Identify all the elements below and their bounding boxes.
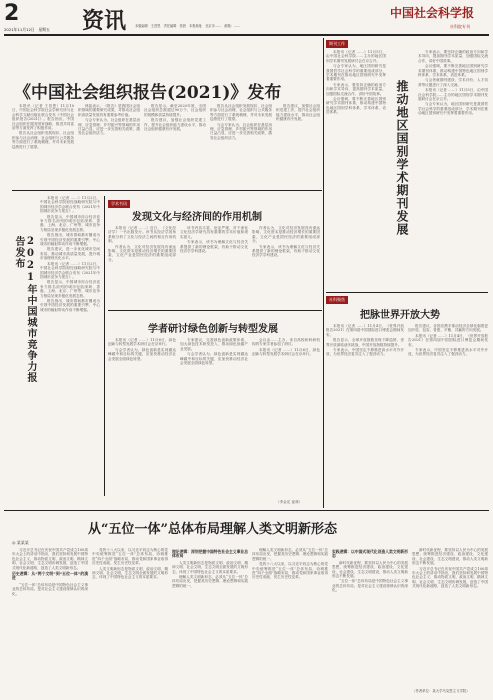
section-name: 资讯 [82,8,127,34]
middle-paragraph: 该书内容丰富、论证严谨，对于深化文化经济学研究具有重要的学术价值和现实意义。 [180,226,248,239]
paper-name: 中国社会科学报 [390,6,475,20]
bottom-author: ◎ 某某某 [12,540,29,545]
lead-paragraph: 与会专家认为，社会组织在基层治理、应急管理、乡村振兴等领域的作用日益凸显，应进一步完善相关政策，激发社会组织活力。 [210,122,272,140]
bottom-note: （作者单位：某大学马克思主义学院） [412,689,470,693]
right-paragraph: 专家表示，要坚持正确的政治方向和学术导向，提高期刊学术质量，加强国际交流合作，讲好中国故事。 [418,50,488,63]
bottom-col-3 [172,548,248,694]
bottom-title: 从“五位一体”总体布局理解人类文明新形态 [88,522,337,537]
bottom-col-6 [412,548,488,694]
bottom-paragraph: 党的十八大以来，以习近平同志为核心的党中央统筹推进“五位一体”总体布局，协调推进“四个全面”战略布局，推动党和国家事业取得历史性成就、发生历史性变革。 [252,562,328,580]
middle-col-1 [108,226,176,306]
bottom-paragraph: 人类文明新形态是物质文明、政治文明、精神文明、社会文明、生态文明全面发展的文明形态，体现了中国特色社会主义的本质要求。 [92,566,168,580]
lead-bottom-rule [12,190,322,191]
left-paragraph: 报告指出，城市群和都市圈成为引领中国经济发展的重要引擎，中心城市的辐射带动作用不断增强。 [40,233,100,247]
date-line: 2021年11月12日 星期五 [4,27,50,32]
bottom-paragraph: 理解人类文明新形态，必须从“五位一体”总体布局出发，把握其历史逻辑、理论逻辑和实践逻辑的统一。 [252,548,328,561]
right-paragraph: 本报讯（记者 ……）11月5日，由中国社会科学院……主办的地区国别学术期刊发展研讨会在京召开。 [418,88,488,102]
green-signature: （李金花 崔林） [276,500,303,504]
right-paragraph: 本报讯（记者 ……）11月5日，由中国社会科学院……主办的地区国别学术期刊发展研讨会在京召开。 [326,50,386,63]
lead-paragraph: 报告从社会组织发展现状、社会组织参与社会治理、社会组织与公共服务等方面进行了系统梳理，并对未来发展趋势进行了展望。 [12,131,74,149]
right-paragraph: 与会专家认为，地区国别研究是我国哲学社会科学的重要组成部分，学术期刊在推动地区国别研究中发挥着重要作用。 [418,102,488,116]
right-paragraph: 专家表示，要坚持正确的政治方向和学术导向，提高期刊学术质量，加强国际交流合作，讲好中国故事。 [326,82,386,96]
bottom-col-2 [92,548,168,694]
right-bottom-title: 把脉世界开放大势 [360,310,440,321]
right-bottom-paragraph: 本报讯（记者 ……）11月4日，《世界开放报告2021》在第四届中国国际进口博览会期间发布。 [408,333,488,347]
bottom-paragraph: “五位一体”总体布局是中国特色社会主义事业的总体布局，是对社会主义建设规律认识的深化。 [332,579,408,593]
column-divider [323,38,324,508]
bottom-col-1 [12,548,88,694]
lead-title: 《中国社会组织报告(2021)》发布 [14,83,282,103]
lead-paragraph: 报告显示，截至2020年底，全国社会组织总数超过90万个，社会组织的规模和质量持续提升。 [144,104,206,117]
bottom-paragraph: 习近平总书记在庆祝中国共产党成立100周年大会上的讲话中指出，我们坚持和发展中国特色社会主义，推动物质文明、政治文明、精神文明、社会文明、生态文明协调发展，创造了中国式现代化新道路，创造了人类文明新形态。 [412,566,488,589]
section-tag-journal: 期刊工作 [326,40,348,48]
middle-paragraph: 专家表示，该书为理解文化与经济关系提供了新的理论框架，有助于推动文化经济学学科建设。 [180,240,248,254]
green-col-3 [252,338,320,498]
lead-col-1 [12,104,74,188]
editor-line: 本版编辑 王昌恩 责任编辑 张晨 本报地址 北京市…… 邮箱：…… [135,24,241,28]
right-col-2 [418,50,488,282]
right-bottom-paragraph: 本报讯（记者 ……）11月4日，《世界开放报告2021》在第四届中国国际进口博览会期间发布。 [326,324,404,337]
left-col-text [40,196,100,496]
section-tag-book: 学术书讯 [108,200,130,208]
green-col-2 [180,338,248,506]
lead-paragraph: 本报讯（记者 王昌恩）11月10日，中国社会科学院社会学研究所与社会科学文献出版社联合发布《中国社会组织报告(2021)》。报告指出，中国社会组织在服务国家战略、推进共同富裕等方面发挥了积极作用。 [12,104,74,131]
sub-header: 社科院专刊 [450,24,470,29]
left-paragraph: 报告建议，进一步优化城市空间布局，推动城市高质量发展，提升城市治理现代化水平。 [40,247,100,261]
middle-title: 发现文化与经济间的作用机制 [132,212,262,223]
middle-paragraph: 作者认为，文化对经济发展具有深远影响，文化资本是推动经济增长的重要因素，文化产业是国民经济的重要组成部分。 [252,226,320,244]
right-bottom-col-1 [326,324,404,504]
middle-paragraph: 作者认为，文化对经济发展具有深远影响，文化资本是推动经济增长的重要因素，文化产业是国民经济的重要组成部分。 [108,244,176,262]
right-col-1 [326,50,386,282]
green-title: 学者研讨绿色创新与转型发展 [148,324,278,335]
green-paragraph: 与会学者认为，绿色创新是实现碳达峰碳中和目标的关键，应加快推动经济社会发展全面绿色转型。 [108,347,176,361]
right-bottom-col-2 [408,324,488,504]
green-paragraph: 与会学者认为，绿色创新是实现碳达峰碳中和目标的关键，应加快推动经济社会发展全面绿色转型。 [180,352,248,366]
middle-col-3 [252,226,320,306]
right-bottom-paragraph: 报告建议，各国应携手推动经济全球化朝着更加开放、包容、普惠、平衡、共赢的方向发展。 [408,324,488,333]
right-paragraph: 与会者就期刊建设、学术评价、人才培养等议题进行了深入交流。 [418,78,488,87]
left-vertical-rule [104,196,105,496]
right-vertical-title: 推动地区国别学术期刊发展 [395,80,409,236]
right-top-bottom-rule [326,292,488,293]
bottom-col-5 [332,548,408,694]
bottom-paragraph: 人类文明新形态是物质文明、政治文明、精神文明、社会文明、生态文明全面发展的文明形态，体现了中国特色社会主义的本质要求。 [172,560,248,574]
green-paragraph: 本报讯（记者 ……）11月6日，绿色创新与转型发展学术研讨会在京举行。 [252,347,320,357]
middle-paragraph: 专家表示，该书为理解文化与经济关系提供了新的理论框架，有助于推动文化经济学学科建设。 [252,244,320,258]
green-col-1 [108,338,176,506]
bottom-top-rule [4,510,489,511]
bottom-paragraph: 党的十八大以来，以习近平同志为核心的党中央统筹推进“五位一体”总体布局，协调推进“四个全面”战略布局，推动党和国家事业取得历史性成就、发生历史性变革。 [92,548,168,566]
middle-bottom-rule [108,310,322,311]
lead-col-2 [78,104,140,188]
lead-paragraph: 与会专家认为，社会组织在基层治理、应急管理、乡村振兴等领域的作用日益凸显，应进一步完善相关政策，激发社会组织活力。 [78,118,140,136]
right-paragraph: 会议强调，要不断完善地区国别研究学术期刊体系，推动构建中国特色地区国别学科体系、学术体系、话语体系。 [418,64,488,78]
section-tag-focus: 社科聚焦 [326,296,348,304]
lead-paragraph: 林蓝表示，《报告》是我国社会组织领域的重要研究成果，对推动社会组织高质量发展具有重要参考价值。 [78,104,140,117]
right-bottom-paragraph: 专家表示，中国坚定不移推进高水平对外开放，为世界经济复苏注入了强劲动力。 [326,348,404,357]
green-paragraph: 会议由……主办，来自高校和科研机构的专家学者参加了研讨。 [252,338,320,347]
left-paragraph: 本报讯（记者 ……）11月2日，中国社会科学院财经战略研究院与中国城市经济学会联合发布《2021年中国城市竞争力报告》。 [40,196,100,214]
middle-col-2 [180,226,248,306]
green-paragraph: 本报讯（记者 ……）11月6日，绿色创新与转型发展学术研讨会在京举行。 [108,338,176,347]
lead-paragraph: 报告从社会组织发展现状、社会组织参与社会治理、社会组织与公共服务等方面进行了系统梳理，并对未来发展趋势进行了展望。 [210,104,272,122]
bottom-paragraph: 习近平总书记在庆祝中国共产党成立100周年大会上的讲话中指出，我们坚持和发展中国特色社会主义，推动物质文明、政治文明、精神文明、社会文明、生态文明协调发展，创造了中国式现代化新道路，创造了人类文明新形态。 [12,548,88,570]
left-paragraph: 本报讯（记者 ……）11月2日，中国社会科学院财经战略研究院与中国城市经济学会联合发布《2021年中国城市竞争力报告》。 [40,261,100,279]
right-paragraph: 与会专家认为，地区国别研究是我国哲学社会科学的重要组成部分，学术期刊在推动地区国别研究中发挥着重要作用。 [326,64,386,82]
masthead-rule [4,34,489,36]
lead-col-3 [144,104,206,188]
right-bottom-paragraph: 报告显示，全球开放指数呈现下降趋势，世界开放面临诸多挑战，中国开放指数持续提升。 [326,338,404,347]
bottom-paragraph: “五位一体”总体布局是中国特色社会主义事业的总体布局，是对社会主义建设规律认识的深化。 [12,582,88,596]
bottom-subhead: 历史逻辑：从“两个文明”到“五位一体”的演进 [12,571,88,581]
bottom-paragraph: 理解人类文明新形态，必须从“五位一体”总体布局出发，把握其历史逻辑、理论逻辑和实践逻辑的统一。 [172,575,248,588]
left-paragraph: 报告显示，中国城市综合经济竞争力排名前列的城市包括深圳、香港、上海、北京、广州等，城市竞争力格局呈现多极化发展态势。 [40,280,100,298]
middle-paragraph: 本报讯（记者 ……）近日，《文化经济学》一书出版发行。该书从经济学视角系统分析了文化与经济之间的相互作用机制。 [108,226,176,244]
left-paragraph: 报告显示，中国城市综合经济竞争力排名前列的城市包括深圳、香港、上海、北京、广州等，城市竞争力格局呈现多极化发展态势。 [40,214,100,232]
right-bottom-paragraph: 专家表示，中国坚定不移推进高水平对外开放，为世界经济复苏注入了强劲动力。 [408,348,488,357]
lead-col-5 [276,104,320,188]
green-paragraph: 专家建议，完善绿色创新政策体系，加大绿色技术研发投入，推动绿色低碳产业发展。 [180,338,248,351]
left-vertical-title: 2021年中国城市竞争力报告发布 [13,236,36,383]
lead-paragraph: 报告建议，加强社会组织党建工作，提升社会组织能力建设水平，推动社会组织健康有序发展。 [276,104,320,122]
bottom-col-4 [252,548,328,694]
bottom-paragraph: 新时代新征程，要坚持以人民为中心的发展思想，统筹推进经济建设、政治建设、文化建设、社会建设、生态文明建设，推动人类文明新形态不断发展。 [412,548,488,566]
right-paragraph: 会议强调，要不断完善地区国别研究学术期刊体系，推动构建中国特色地区国别学科体系、学术体系、话语体系。 [326,97,386,115]
page-number: 2 [4,1,20,26]
bottom-subhead: 理论逻辑：深刻把握中国特色社会主义事业总体布局 [172,549,248,559]
bottom-subhead: 实践逻辑：以中国式现代化创造人类文明新形态 [332,549,408,559]
lead-col-4 [210,104,272,188]
bottom-paragraph: 新时代新征程，要坚持以人民为中心的发展思想，统筹推进经济建设、政治建设、文化建设、社会建设、生态文明建设，推动人类文明新形态不断发展。 [332,560,408,579]
left-paragraph: 报告指出，城市群和都市圈成为引领中国经济发展的重要引擎，中心城市的辐射带动作用不断增强。 [40,298,100,312]
lead-paragraph: 报告建议，加强社会组织党建工作，提升社会组织能力建设水平，推动社会组织健康有序发展。 [144,118,206,132]
